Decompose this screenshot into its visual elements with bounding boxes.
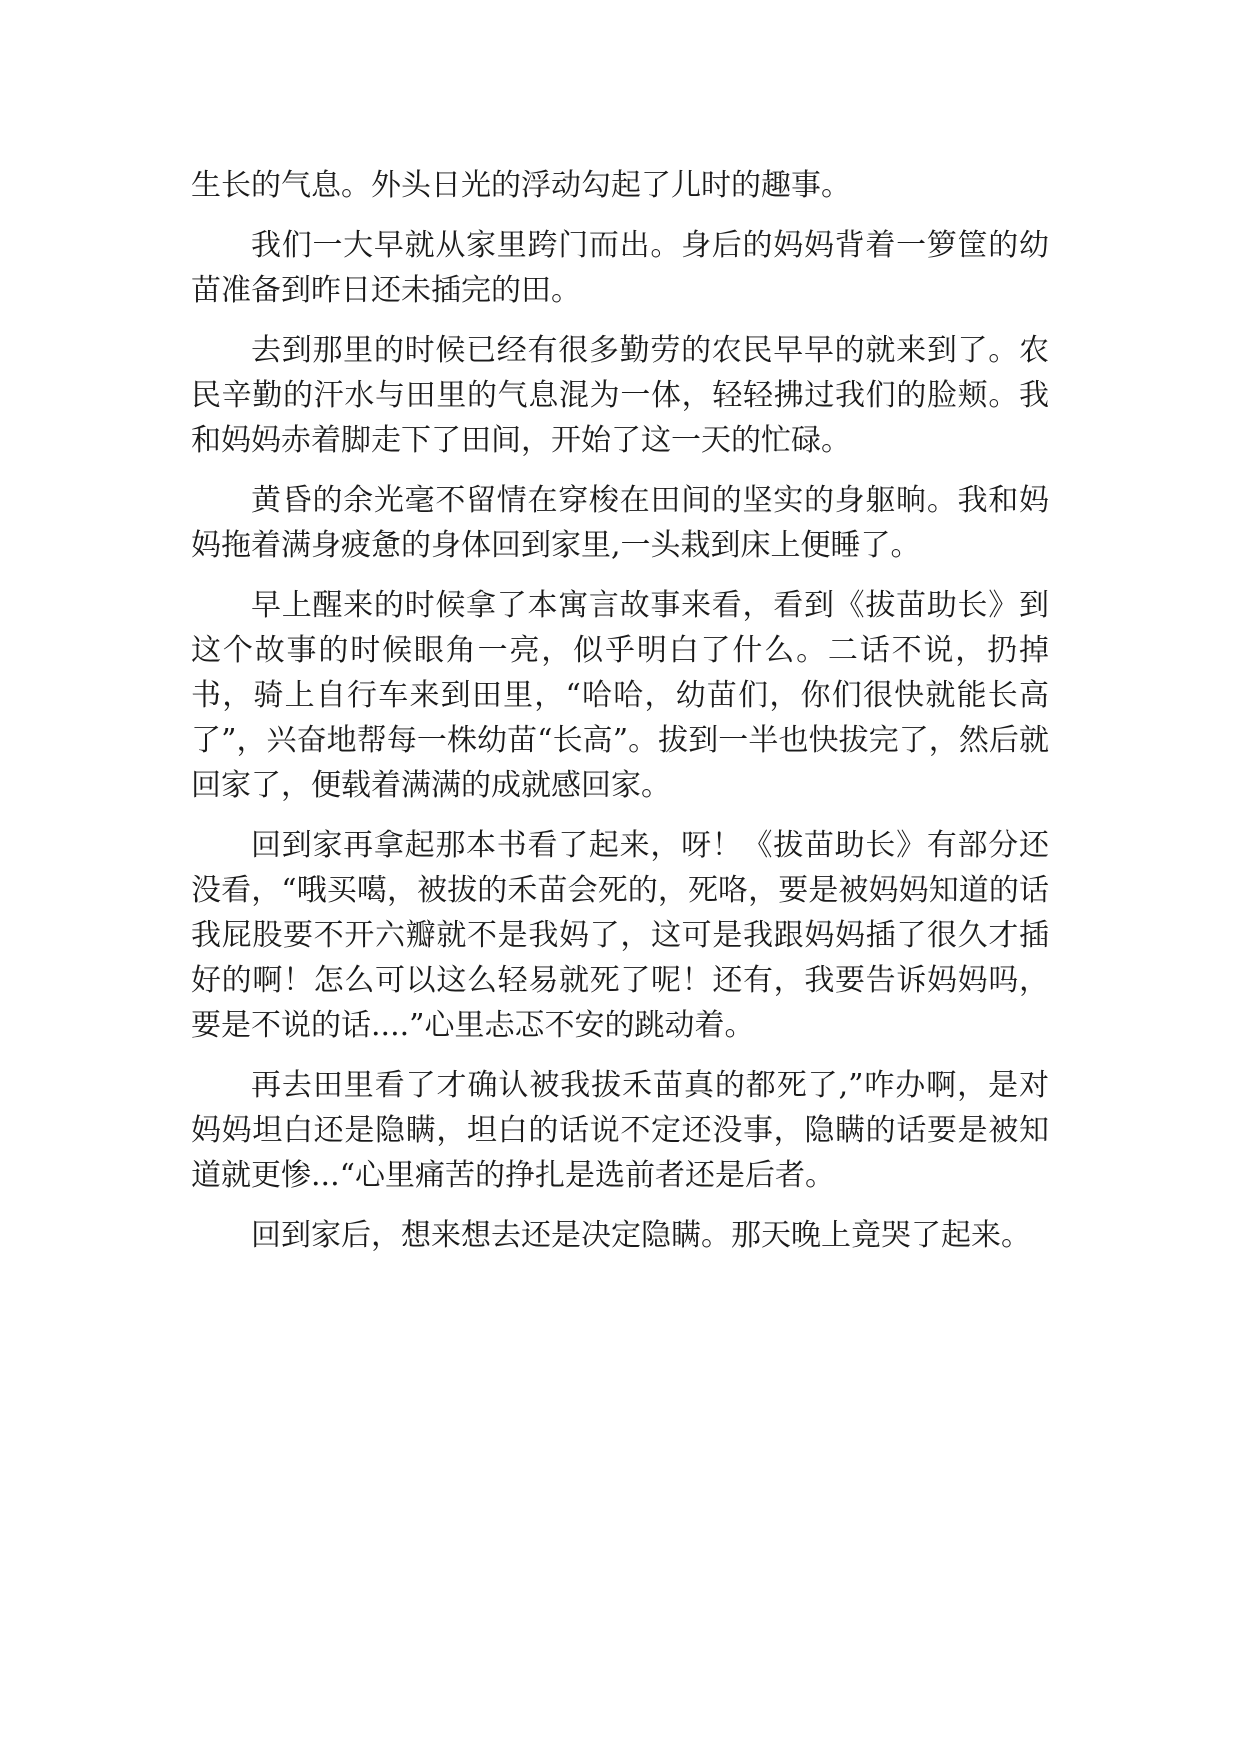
document-body	[191, 163, 1049, 1273]
paragraph-3: 去到那里的时候已经有很多勤劳的农民早早的就来到了。农民辛勤的汗水与田里的气息混为一体，轻轻拂过我们的脸颊。我和妈妈赤着脚走下了田间，开始了这一天的忙碌。	[191, 333, 1049, 458]
paragraph-6: 回到家再拿起那本书看了起来，呀！《拔苗助长》有部分还没看，“哦买噶，被拔的禾苗会死的，死咯，要是被妈妈知道的话我屁股要不开六瓣就不是我妈了，这可是我跟妈妈插了很久才插好的啊！怎么可以这么轻易就死了呢！还有，我要告诉妈妈吗，要是不说的话....”心里忐忑不安的跳动着。	[191, 828, 1049, 1043]
paragraph-7: 再去田里看了才确认被我拔禾苗真的都死了,”咋办啊，是对妈妈坦白还是隐瞒，坦白的话说不定还没事，隐瞒的话要是被知道就更惨...“心里痛苦的挣扎是选前者还是后者。	[191, 1068, 1049, 1193]
paragraph-8: 回到家后，想来想去还是决定隐瞒。那天晚上竟哭了起来。	[251, 1218, 1031, 1253]
paragraph-2: 我们一大早就从家里跨门而出。身后的妈妈背着一箩筐的幼苗准备到昨日还未插完的田。	[191, 228, 1049, 308]
paragraph-5: 早上醒来的时候拿了本寓言故事来看，看到《拔苗助长》到这个故事的时候眼角一亮，似乎明白了什么。二话不说，扔掉书，骑上自行车来到田里，“哈哈，幼苗们，你们很快就能长高了”，兴奋地帮每一株幼苗“长高”。拔到一半也快拔完了，然后就回家了，便载着满满的成就感回家。	[191, 588, 1049, 803]
paragraph-1: 生长的气息。外头日光的浮动勾起了儿时的趣事。	[191, 168, 851, 203]
paragraph-4: 黄昏的余光毫不留情在穿梭在田间的坚实的身躯晌。我和妈妈拖着满身疲惫的身体回到家里,一头栽到床上便睡了。	[191, 483, 1049, 563]
